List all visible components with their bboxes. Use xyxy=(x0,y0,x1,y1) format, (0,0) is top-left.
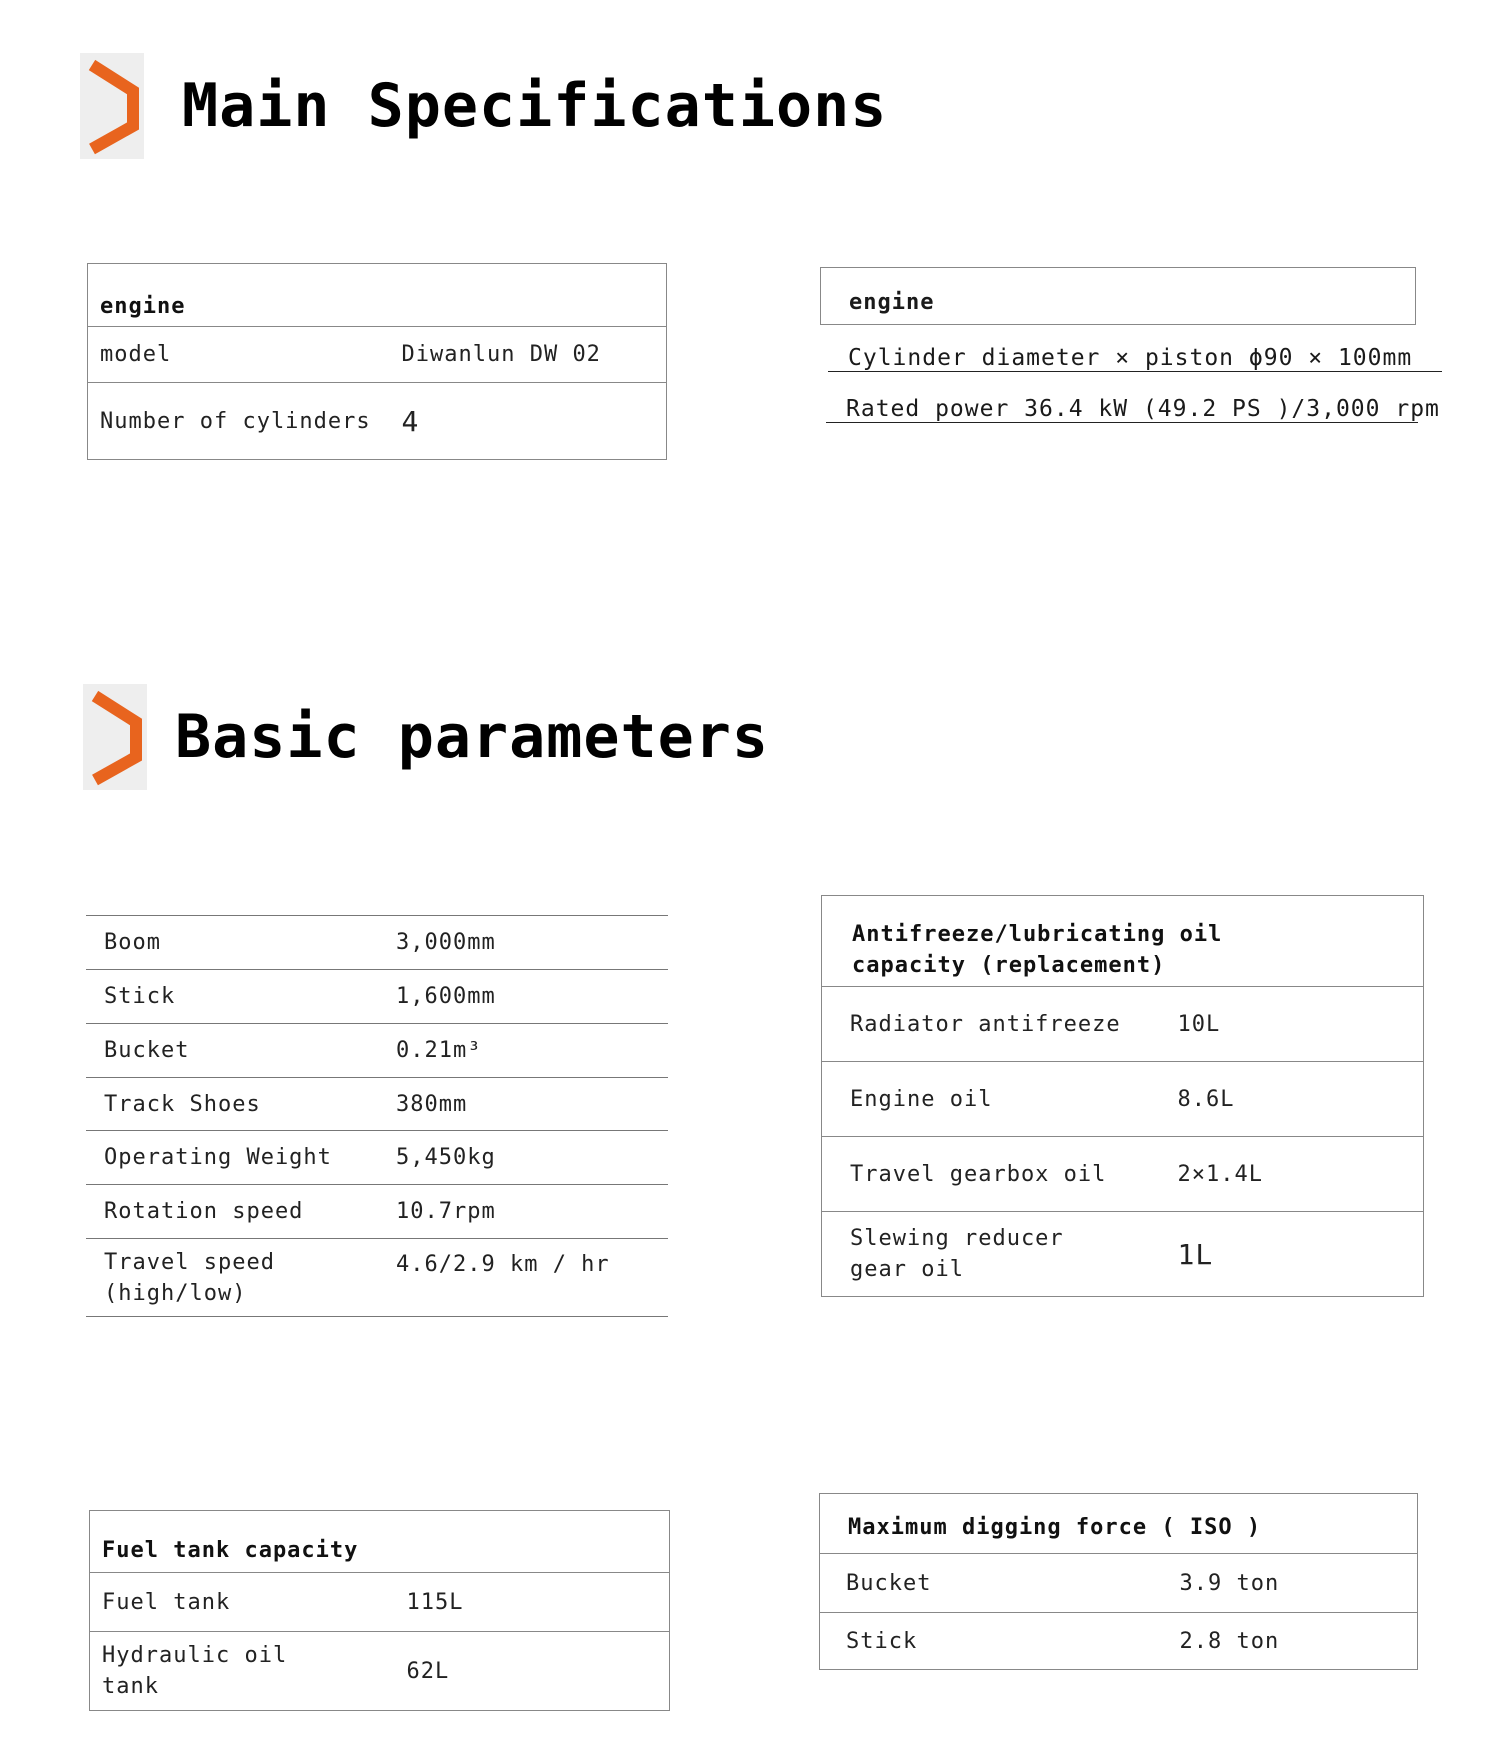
main-specifications-header xyxy=(80,53,887,159)
row-label: Travel speed (high/low) xyxy=(86,1239,384,1317)
row-label: Slewing reducer gear oil xyxy=(822,1212,1166,1297)
table-row xyxy=(86,1078,668,1131)
table-row xyxy=(86,1185,668,1239)
engine-power-line: Rated power 36.4 kW (49.2 PS )/3,000 rpm xyxy=(826,396,1418,423)
engine-box-header: engine xyxy=(820,267,1416,325)
row-value: 380mm xyxy=(384,1078,668,1131)
table-row xyxy=(86,916,668,970)
row-value: 5,450kg xyxy=(384,1131,668,1185)
row-value: 10L xyxy=(1166,987,1424,1062)
engine-table-header: engine xyxy=(100,294,186,319)
row-label: Stick xyxy=(820,1613,1168,1670)
table-row xyxy=(822,1212,1424,1297)
row-label: Radiator antifreeze xyxy=(822,987,1166,1062)
engine-table xyxy=(87,263,667,460)
row-label: model xyxy=(88,327,390,383)
table-row xyxy=(820,1554,1418,1613)
row-value: 10.7rpm xyxy=(384,1185,668,1239)
row-label: Boom xyxy=(86,916,384,970)
row-label: Fuel tank xyxy=(90,1573,395,1632)
row-label: Number of cylinders xyxy=(88,383,390,460)
row-value: 8.6L xyxy=(1166,1062,1424,1137)
row-value: 3,000mm xyxy=(384,916,668,970)
table-header-row xyxy=(822,896,1424,987)
row-label: Hydraulic oil tank xyxy=(90,1632,395,1711)
row-label: Track Shoes xyxy=(86,1078,384,1131)
row-label: Bucket xyxy=(820,1554,1168,1613)
table-row xyxy=(822,987,1424,1062)
table-row xyxy=(820,1613,1418,1670)
chevron-right-icon xyxy=(80,53,144,159)
row-value: 4 xyxy=(390,383,667,460)
engine-cylinder-line: Cylinder diameter × piston ϕ90 × 100mm xyxy=(828,345,1442,372)
fuel-table-header: Fuel tank capacity xyxy=(102,1538,359,1563)
table-row xyxy=(86,1131,668,1185)
table-row xyxy=(90,1573,670,1632)
table-header-row xyxy=(820,1494,1418,1554)
table-row xyxy=(90,1632,670,1711)
row-label: Stick xyxy=(86,970,384,1024)
section-title: Basic parameters xyxy=(175,702,769,772)
row-label: Rotation speed xyxy=(86,1185,384,1239)
capacity-table-header: Antifreeze/lubricating oil capacity (replacement) xyxy=(852,922,1223,978)
row-value: Diwanlun DW 02 xyxy=(390,327,667,383)
row-value: 0.21m³ xyxy=(384,1024,668,1078)
dimensions-table xyxy=(86,915,668,1317)
table-row xyxy=(86,1024,668,1078)
table-row xyxy=(88,383,667,460)
row-value: 4.6/2.9 km / hr xyxy=(384,1239,668,1317)
row-label: Bucket xyxy=(86,1024,384,1078)
basic-parameters-header xyxy=(83,684,769,790)
row-label: Engine oil xyxy=(822,1062,1166,1137)
table-row xyxy=(822,1137,1424,1212)
row-value: 62L xyxy=(395,1632,670,1711)
table-header-row xyxy=(88,264,667,327)
row-label: Operating Weight xyxy=(86,1131,384,1185)
chevron-right-icon xyxy=(83,684,147,790)
row-label: Travel gearbox oil xyxy=(822,1137,1166,1212)
row-value: 1L xyxy=(1166,1212,1424,1297)
row-value: 2.8 ton xyxy=(1168,1613,1418,1670)
row-value: 3.9 ton xyxy=(1168,1554,1418,1613)
table-row xyxy=(88,327,667,383)
row-value: 115L xyxy=(395,1573,670,1632)
row-value: 1,600mm xyxy=(384,970,668,1024)
table-row xyxy=(86,1239,668,1317)
digging-table-header: Maximum digging force ( ISO ) xyxy=(848,1515,1262,1540)
row-value: 2×1.4L xyxy=(1166,1137,1424,1212)
table-row xyxy=(86,970,668,1024)
digging-force-table xyxy=(819,1493,1418,1670)
table-header-row xyxy=(90,1511,670,1573)
capacity-table xyxy=(821,895,1424,1297)
table-row xyxy=(822,1062,1424,1137)
fuel-tank-table xyxy=(89,1510,670,1711)
page-title: Main Specifications xyxy=(182,71,888,141)
